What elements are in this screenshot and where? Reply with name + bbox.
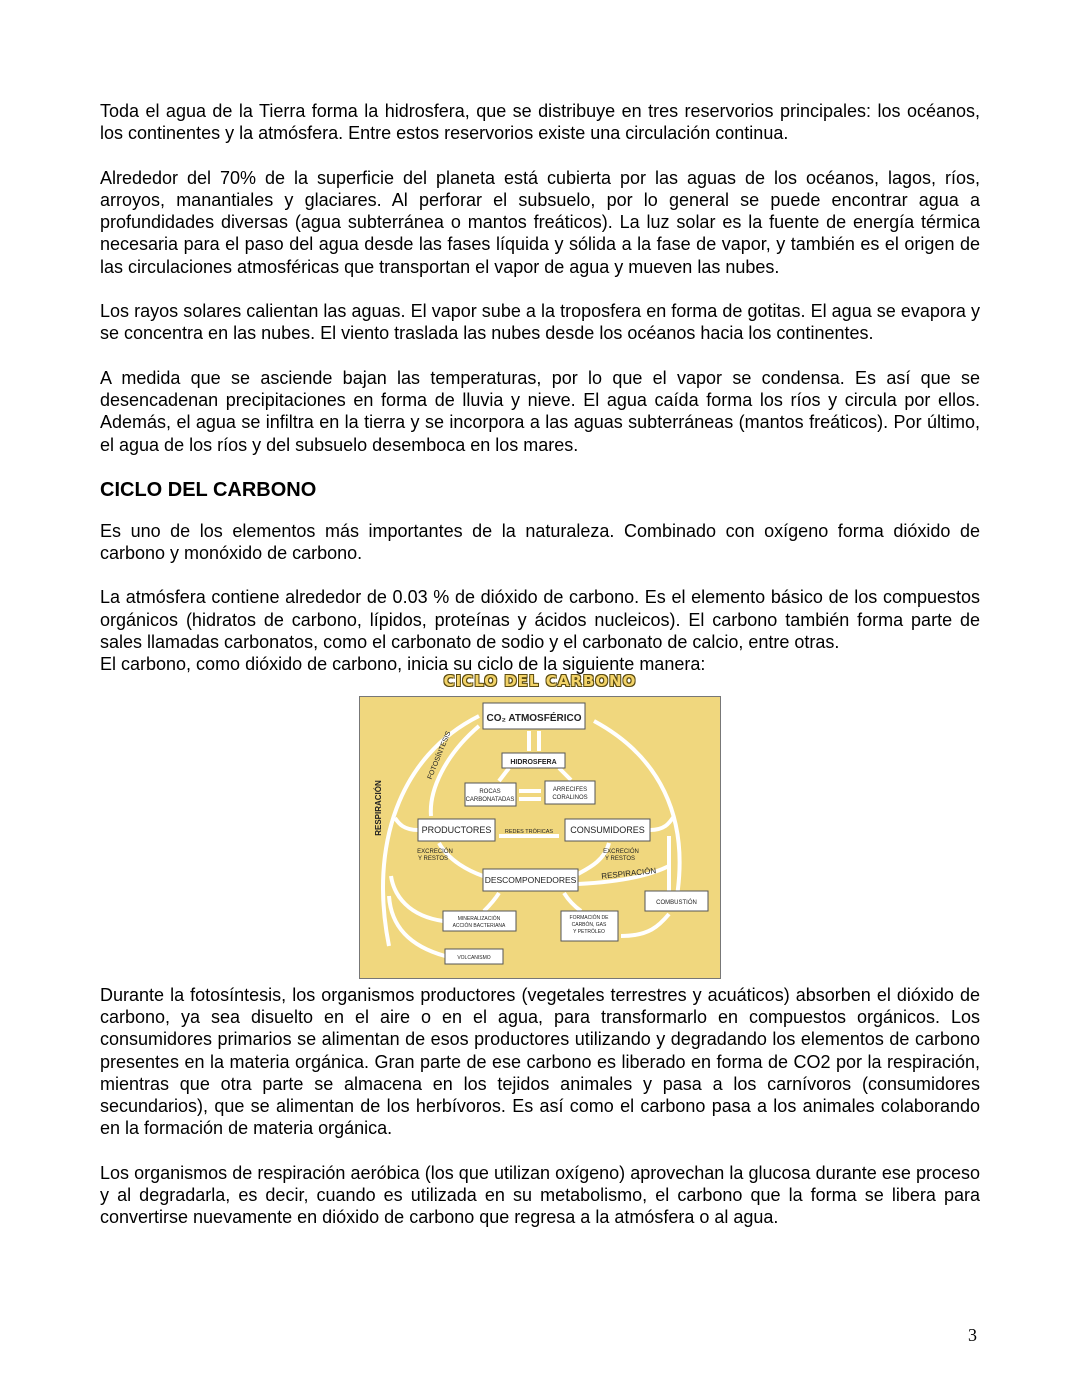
paragraph: Alrededor del 70% de la superficie del planeta está cubierta por las aguas de los océanos, lagos, ríos, arroyos, manantiales y glaciares. Al perforar el subsuelo, por lo general se puede encontrar agua a profundidades diversas (agua subterránea o mantos freáticos). La luz solar es la fuente de energía térmica necesaria para el paso del agua desde las fases líquida y sólida a la fase de vapor, y también es el origen de las circulaciones atmosféricas que transportan el vapor de agua y mueven las nubes. [100, 167, 980, 277]
figure-title: CICLO DEL CARBONO [443, 671, 637, 690]
hidrosfera-label: HIDROSFERA [510, 758, 557, 766]
combustion-label: COMBUSTIÓN [656, 899, 697, 906]
volcanismo-label: VOLCANISMO [457, 954, 491, 961]
carbon-cycle-diagram [359, 696, 721, 979]
paragraph: Durante la fotosíntesis, los organismos productores (vegetales terrestres y acuáticos) absorben el dióxido de carbono, ya sea disuelto en el aire o en el agua, para transformarlo en compuestos orgánicos. Los consumidores primarios se alimentan de esos productores utilizando y degradando los elementos de carbono presentes en la materia orgánica. Gran parte de ese carbono es liberado en forma de CO2 por la respiración, mientras que otra parte se almacena en los tejidos animales y pasa a los carnívoros (consumidores secundarios), que se alimentan de los herbívoros. Es así como el carbono pasa a los animales colaborando en la formación de materia orgánica. [100, 984, 980, 1139]
paragraph: Es uno de los elementos más importantes de la naturaleza. Combinado con oxígeno forma dióxido de carbono y monóxido de carbono. [100, 520, 980, 564]
rocas-label: CARBONATADAS [465, 796, 515, 803]
redes-troficas-label: REDES TRÓFICAS [504, 828, 554, 835]
formacion-label: Y PETRÓLEO [573, 928, 605, 935]
excrecion-label: Y RESTOS [604, 855, 636, 862]
formacion-label: CARBÓN, GAS [571, 921, 607, 928]
paragraph: Toda el agua de la Tierra forma la hidrosfera, que se distribuye en tres reservorios principales: los océanos, los continentes y la atmósfera. Entre estos reservorios existe una circulación continua. [100, 101, 980, 144]
excrecion-label: EXCRECIÓN [603, 848, 639, 855]
page-number: 3 [968, 1325, 977, 1345]
descomponedores-label: DESCOMPONEDORES [484, 874, 577, 885]
arrecifes-label: ARRECIFES [552, 786, 588, 793]
excrecion-label: Y RESTOS [417, 855, 449, 862]
respiracion-label: RESPIRACIÓN [600, 865, 657, 881]
mineralizacion-label: MINERALIZACIÓN [457, 915, 501, 922]
consumidores-label: CONSUMIDORES [570, 824, 645, 835]
fotosintesis-label: FOTOSÍNTESIS [426, 730, 453, 781]
respiracion-side-label: RESPIRACIÓN [374, 779, 383, 836]
arrecifes-label: CORALINOS [552, 794, 588, 801]
paragraph: El carbono, como dióxido de carbono, inicia su ciclo de la siguiente manera: [100, 654, 706, 675]
paragraph: La atmósfera contiene alrededor de 0.03 % de dióxido de carbono. Es el elemento básico de los compuestos orgánicos (hidratos de carbono, lípidos, proteínas y ácidos nucleicos). El carbono también forma parte de sales llamadas carbonatos, como el carbonato de sodio y el carbonato de calcio, entre otras. [100, 587, 980, 653]
co2-label: CO₂ ATMOSFÉRICO [486, 712, 582, 724]
paragraph: A medida que se asciende bajan las temperaturas, por lo que el vapor se condensa. Es así que se desencadenan precipitaciones en forma de lluvia y nieve. El agua caída forma los ríos y circula por ellos. Además, el agua se infiltra en la tierra y se incorpora a las aguas subterráneas (mantos freáticos). Por último, el agua de los ríos y del subsuelo desemboca en los mares. [100, 367, 980, 455]
carbon-cycle-figure [100, 671, 980, 976]
rocas-label: ROCAS [479, 788, 501, 795]
section-heading: CICLO DEL CARBONO [100, 478, 317, 501]
excrecion-label: EXCRECIÓN [417, 848, 453, 855]
formacion-label: FORMACIÓN DE [569, 914, 609, 921]
mineralizacion-label: ACCIÓN BACTERIANA [452, 922, 506, 929]
paragraph: Los rayos solares calientan las aguas. El vapor sube a la troposfera en forma de gotitas. El agua se evapora y se concentra en las nubes. El viento traslada las nubes desde los océanos hacia los continentes. [100, 301, 980, 344]
paragraph: Los organismos de respiración aeróbica (los que utilizan oxígeno) aprovechan la glucosa durante ese proceso y al degradarla, es decir, cuando es utilizada en su metabolismo, el carbono que la forma se libera para convertirse nuevamente en dióxido de carbono que regresa a la atmósfera o al agua. [100, 1162, 980, 1228]
document-page [100, 100, 980, 1251]
productores-label: PRODUCTORES [421, 824, 492, 835]
